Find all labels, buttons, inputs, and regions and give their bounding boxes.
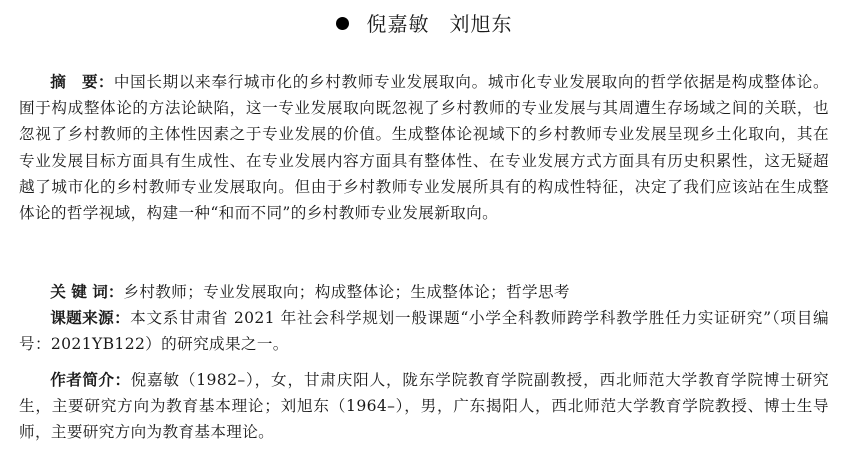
abstract-text: 中国长期以来奉行城市化的乡村教师专业发展取向。城市化专业发展取向的哲学依据是构成整体论。囿于构成整体论的方法论缺陷，这一专业发展取向既忽视了乡村教师的专业发展与其周遭生存场域之间的关联，也忽视了乡村教师的主体性因素之于专业发展的价值。生成整体论视域下的乡村教师专业发展呈现乡土化取向，其在专业发展目标方面具有生成性、在专业发展内容方面具有整体性、在专业发展方式方面具有历史积累性，这无疑超越了城市化的乡村教师专业发展取向。但由于乡村教师专业发展所具有的构成性特征，决定了我们应该站在生成整体论的哲学视域，构建一种“和而不同”的乡村教师专业发展新取向。	[19, 73, 829, 223]
author-bio-label: 作者简介：	[50, 371, 131, 389]
author-line	[0, 10, 848, 38]
author-bio-paragraph	[19, 367, 829, 446]
author-name-2: 刘旭东	[449, 12, 513, 36]
author-name-1: 倪嘉敏	[366, 12, 430, 36]
abstract-paragraph	[19, 69, 829, 226]
keywords-paragraph	[19, 279, 829, 305]
project-source-paragraph	[19, 305, 829, 357]
project-source-text: 本文系甘肃省 2021 年社会科学规划一般课题“小学全科教师跨学科教学胜任力实证研究”（项目编号：2021YB122）的研究成果之一。	[19, 309, 829, 354]
project-source-label: 课题来源：	[50, 309, 131, 327]
abstract-colon: ：	[97, 73, 114, 91]
keywords-text: 乡村教师；专业发展取向；构成整体论；生成整体论；哲学思考	[123, 283, 570, 301]
author-bio-text: 倪嘉敏（1982–），女，甘肃庆阳人，陇东学院教育学院副教授，西北师范大学教育学院博士研究生，主要研究方向为教育基本理论；刘旭东（1964–），男，广东揭阳人，西北师范大学教育学院教授、博士生导师，主要研究方向为教育基本理论。	[19, 371, 829, 442]
bullet-icon	[336, 17, 349, 30]
keywords-label: 关 键 词：	[50, 283, 124, 301]
abstract-label: 摘 要	[50, 73, 98, 91]
